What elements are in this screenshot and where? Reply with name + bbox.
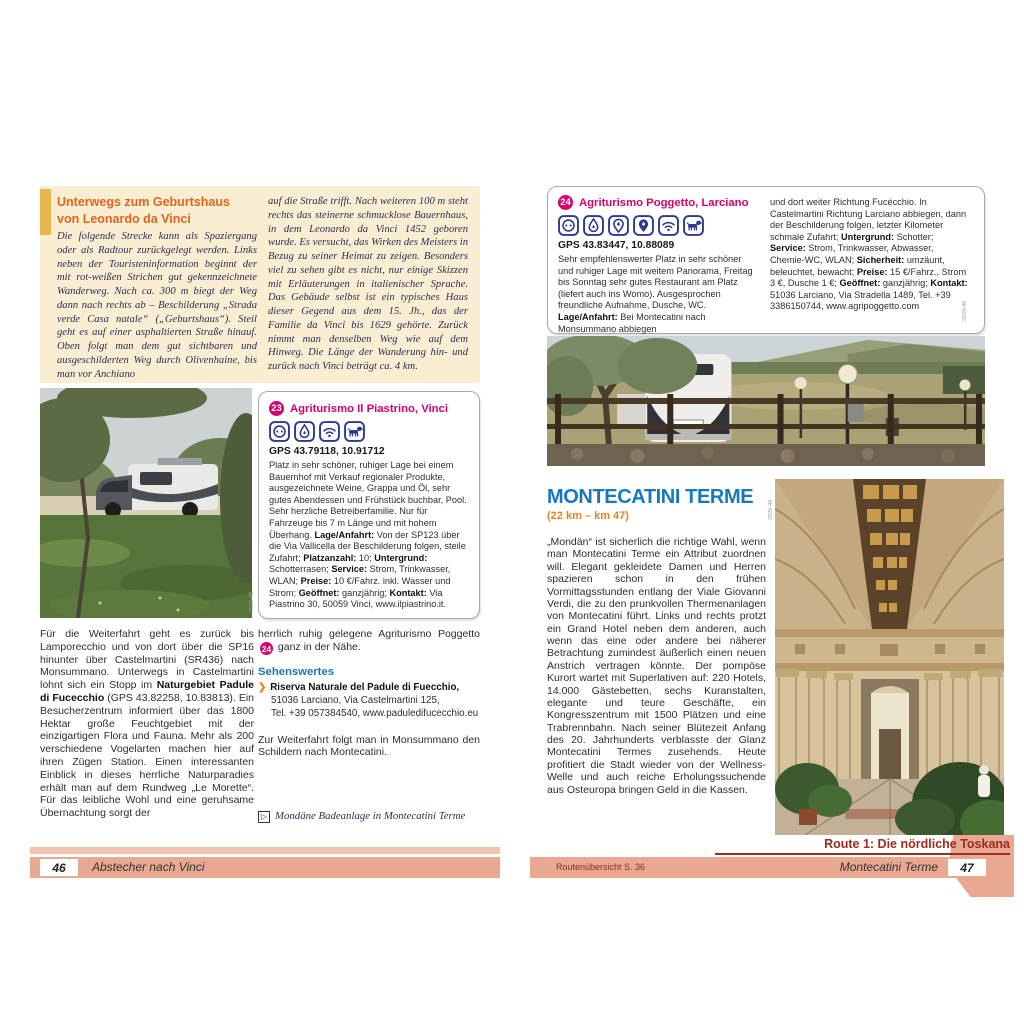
left-page-column2 xyxy=(258,628,480,759)
power-socket-icon xyxy=(558,215,579,236)
campsite-gps: GPS 43.79118, 10.91712 xyxy=(269,446,385,457)
left-column-text: Für die Weiterfahrt geht es zurück bis Lamporecchio und von dort über die SP16 hinunter über Castelmartini (SR436) nach Monsummano. Unterwegs in Castelmartini lohnt sich ein Stopp im Naturgebiet Padule di Fucecchio (GPS 43.82258, 10.83813). Ein Besucherzentrum informiert über das 1800 Hektar große Feuchtgebiet mit der einzigartigen Flora und Fauna. Mehr als 200 verschiedene Vogelarten machen hier auf ihren Zügen Station. Einen interessanten Einblick in dieses herrliche Naturparadies erhält man auf dem Rundweg „Le Morette“. Für das leibliche Wohl und eine geruhsame Übernachtung sorgt der xyxy=(40,628,255,820)
photo-credit: 2929-48 xyxy=(768,499,774,520)
campsite-box-24 xyxy=(547,186,985,334)
wifi-icon xyxy=(658,215,679,236)
footer-right-band xyxy=(530,857,1014,878)
wifi-icon xyxy=(319,421,340,442)
tip-box-accent-bar xyxy=(40,189,51,235)
footer-section-right: Montecatini Terme xyxy=(839,860,938,874)
caption-text: Mondäne Badeanlage in Montecatini Terme xyxy=(275,810,466,822)
list-arrow-icon: ❯ xyxy=(258,682,267,694)
dog-icon xyxy=(344,421,365,442)
campsite-number-badge: 24 xyxy=(558,195,573,210)
disposal-pin-filled-icon xyxy=(633,215,654,236)
photo-camper-agriturismo xyxy=(547,336,985,466)
campsite-number-badge: 23 xyxy=(269,401,284,416)
person-illustration xyxy=(978,765,990,797)
campsite-description: Platz in sehr schöner, ruhiger Lage bei einem Bauernhof mit Verkauf regionaler Produkte, ausgezeichnete Weine, Grappa und Öl, sehr gutes Abendessen und Frühstück buchbar, Pool. Sehr herzliche Betreiberfamilie. Nur für Fahrzeuge bis 7 m Länge und mit hohem Überhang. Lage/Anfahrt: Von der SP123 über die Via Vallicella der Beschilderung folgen, steile Zufahrt; Platzanzahl: 10; Untergrund: Schotterrasen; Service: Strom, Trinkwasser, WLAN; Preise: 10 €/Fahrz. inkl. Wasser und Strom; Geöffnet: ganzjährig; Kontakt: Via Piastrino 30, 50059 Vinci, www.ilpiastrino.it. xyxy=(269,460,467,610)
footer-route-underline xyxy=(715,853,1010,855)
sights-item-contact: Tel. +39 057384540, www.paduledifucecchio.eu xyxy=(271,707,479,719)
section-distance: (22 km – km 47) xyxy=(547,510,629,522)
page-number-left: 46 xyxy=(40,859,78,876)
sights-item xyxy=(258,682,480,720)
footer-section-left: Abstecher nach Vinci xyxy=(92,860,205,874)
tip-box-leonardo xyxy=(40,186,480,383)
photo-montecatini-colonnade xyxy=(775,479,1004,835)
footer-left-light-band xyxy=(30,847,500,854)
campsite-amenity-icons xyxy=(269,421,469,442)
campsite-title: Agriturismo Il Piastrino, Vinci xyxy=(290,402,448,415)
caption-arrow-icon: ▷ xyxy=(258,811,270,823)
sights-heading: Sehenswertes xyxy=(258,666,334,679)
water-drop-icon xyxy=(583,215,604,236)
footer-route-label: Route 1: Die nördliche Toskana xyxy=(824,837,1010,851)
water-drop-icon xyxy=(294,421,315,442)
campsite-title: Agriturismo Poggetto, Larciano xyxy=(579,196,749,209)
photo-caption-montecatini xyxy=(258,810,480,823)
tip-box-title-line1: Unterwegs zum Geburtshaus xyxy=(57,195,230,209)
photo-camper-olive-grove xyxy=(40,388,252,618)
dog-icon xyxy=(683,215,704,236)
campsite-description-col1: Sehr empfehlenswerter Platz in sehr schöner und ruhiger Lage mit weitem Panorama, Freitag bis Sonntag sehr gutes Restaurant am Platz (liefert auch ins Womo). Ausgesprochen freundliche Aufnahme, Dusche, WC. Lage/Anfahrt: Bei Montecatini nach Monsummano abbiegen xyxy=(558,254,753,334)
montecatini-body-text: „Mondän“ ist sicherlich die richtige Wahl, wenn man Montecatini Terme ein Attribut zuordnen will. Elegant gekleidete Damen und Herren spazieren schon in den frühen Vormittagsstunden entlang der Viale Giovanni Verdi, die zu den prunkvollen Thermenanlagen von Montecatini führt. Links und rechts protzt ein Grand Hotel neben dem anderen, auch wenn das eine oder andere bei näherer Betrachtung zumindest äußerlich einen neuen Anstrich vertragen könnte. Der pompöse Kurort wartet mit Superlativen auf: 220 Hotels, 14.000 Gästebetten, sechs Kuranstalten, elegante und teure Geschäfte, ein Kongresszentrum mit 1500 Plätzen und eine Trabrennbahn. Nach seiner Blütezeit Anfang des 20. Jahrhunderts verblasste der Glanz Montecatini Termes zusehends. Heute profitiert die Stadt wieder von der Wellness-Welle und auch reiche Erholungssuchende aus Osteuropa bringen Geld in die Kassen. xyxy=(547,536,766,796)
column2-intro: herrlich ruhig gelegene Agriturismo Poggetto24 ganz in der Nähe. xyxy=(258,628,480,654)
tip-box-column1: Die folgende Strecke kann als Spaziergang oder als Radtour zurückgelegt werden. Links neben der Touristeninformation beginnt der mit rot-weißen Strichen gut gekennzeichnete Wanderweg. Nach ca. 300 m biegt der Weg dann nach rechts ab – Beschilderung „Strada verde Casa natale“ („Geburtshaus“). Steil geht es auf einer asphaltierten Straße hinauf. Oben folgt man dem gut sichtbaren und ausgeschilderten Weg durch Olivenhaine, bis man vor Anchiano xyxy=(57,231,257,380)
footer-left-band xyxy=(30,857,500,878)
photo-credit: 2929-48 xyxy=(961,300,968,321)
tip-box-column2: auf die Straße trifft. Nach weiteren 100 m steht rechts das steinerne schmucklose Bauernhaus, in dem Leonardo da Vinci 1452 geboren wurde. Es versucht, das Wirken des Meisters in Bezug zu seiner Heimat zu zeigen. Besonders viel zu sehen gibt es nicht, nur einige Skizzen mit Erläuterungen in italienischer Sprache. Das Gebäude selbst ist ein typisches Haus dieser Gegend aus dem 15. Jh., das der Familie da Vinci bis 1629 gehörte. Zurück nimmt man denselben Weg wie auf dem Hinweg. Die Länge der Wanderung hin- und zurück nach Vinci beträgt ca. 4 km. xyxy=(268,196,468,373)
campsite-box-23 xyxy=(258,391,480,619)
photo-credit: 2929-48 xyxy=(249,591,255,612)
power-socket-icon xyxy=(269,421,290,442)
sights-item-address: 51036 Larciano, Via Castelmartini 125, xyxy=(271,695,440,707)
tip-box-title-line2: von Leonardo da Vinci xyxy=(57,211,191,226)
campsite-amenity-icons xyxy=(558,215,758,236)
footer-center-note: Routenübersicht S. 36 xyxy=(556,862,646,872)
column2-outro: Zur Weiterfahrt folgt man in Monsummano den Schildern nach Montecatini. xyxy=(258,733,480,759)
disposal-pin-outline-icon xyxy=(608,215,629,236)
campsite-description-col2: und dort weiter Richtung Fucécchio. In Castelmartini Richtung Larciano abbiegen, dann der Beschilderung folgen, letzter Kilometer schmale Zufahrt; Untergrund: Schotter; Service: Strom, Trinkwasser, Abwasser, Chemie-WC, WLAN; Sicherheit: umzäunt, beleuchtet, bewacht; Preise: 15 €/Fahrz., Strom 3 €, Dusche 1 €; Geöffnet: ganzjährig; Kontakt: 51036 Larciano, Via Stradella 1489, Tel. +39 3386150744, www.agripoggetto.com xyxy=(770,197,968,312)
campsite-gps: GPS 43.83447, 10.88089 xyxy=(558,240,675,251)
sights-item-title: Riserva Naturale del Padule di Fuecchio, xyxy=(270,682,460,694)
section-heading-montecatini: MONTECATINI TERME xyxy=(547,486,754,508)
page-number-right: 47 xyxy=(948,859,986,876)
campsite-24-column1 xyxy=(558,195,758,335)
tip-box-title xyxy=(57,194,277,227)
